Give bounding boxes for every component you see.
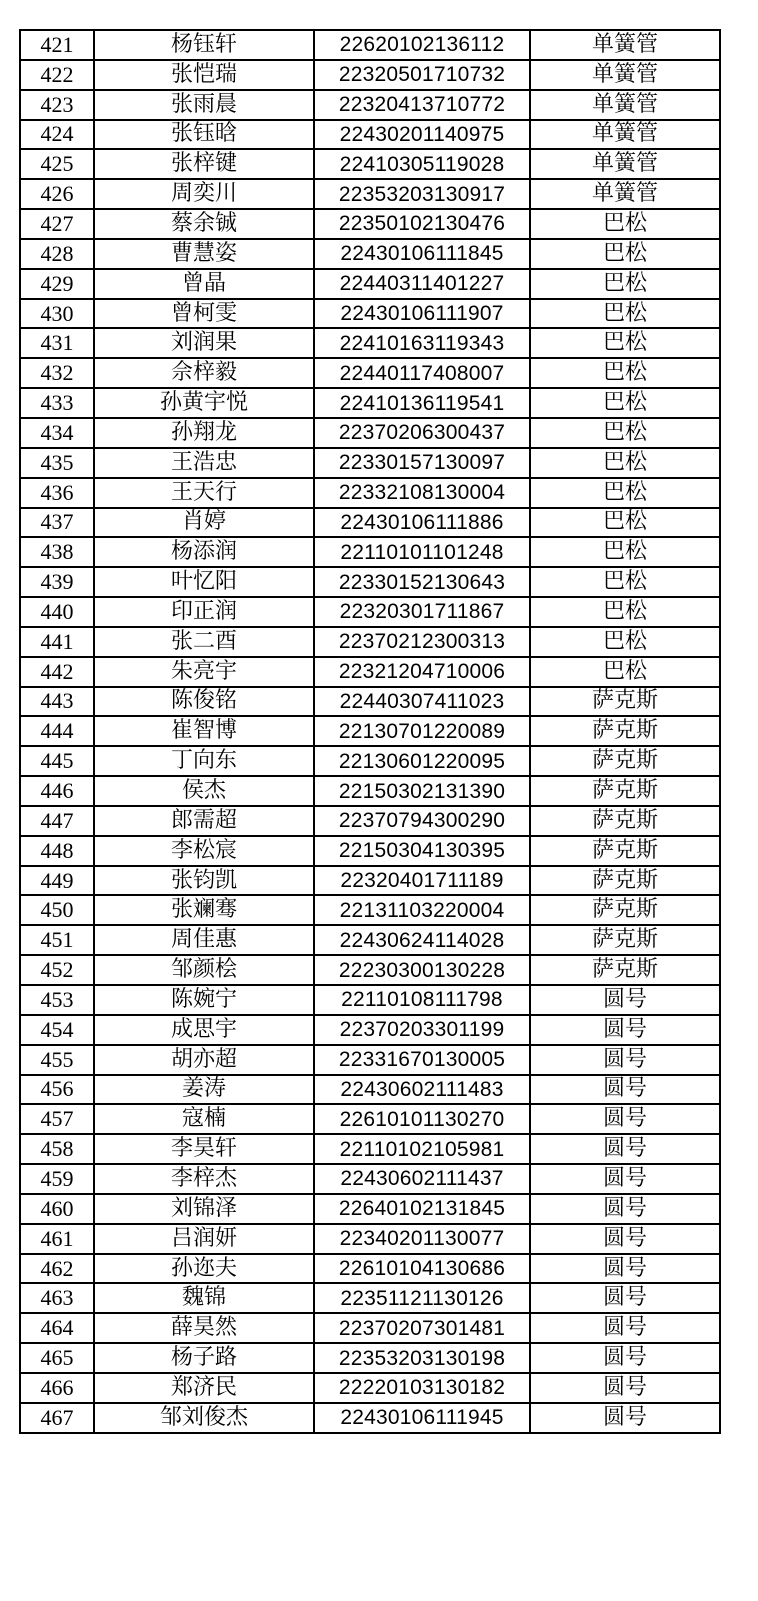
instrument-cell: 巴松: [530, 448, 720, 478]
student-name-cell: 张梓键: [94, 149, 314, 179]
registration-number-cell: 22110101101248: [314, 537, 530, 567]
registration-number-cell: 22370206300437: [314, 418, 530, 448]
registration-number-cell: 22620102136112: [314, 30, 530, 60]
registration-number-cell: 22330157130097: [314, 448, 530, 478]
registration-number-cell: 22610104130686: [314, 1254, 530, 1284]
student-name-cell: 杨钰轩: [94, 30, 314, 60]
instrument-cell: 圆号: [530, 1283, 720, 1313]
row-number-cell: 437: [20, 508, 94, 538]
student-name-cell: 杨添润: [94, 537, 314, 567]
row-number-cell: 444: [20, 716, 94, 746]
instrument-cell: 圆号: [530, 985, 720, 1015]
student-name-cell: 郎需超: [94, 806, 314, 836]
row-number-cell: 452: [20, 955, 94, 985]
table-row: [20, 1224, 720, 1254]
table-row: [20, 90, 720, 120]
table-row: [20, 806, 720, 836]
row-number-cell: 438: [20, 537, 94, 567]
instrument-cell: 圆号: [530, 1224, 720, 1254]
table-row: [20, 1313, 720, 1343]
table-row: [20, 657, 720, 687]
table-row: [20, 1283, 720, 1313]
instrument-cell: 圆号: [530, 1134, 720, 1164]
registration-number-cell: 22331670130005: [314, 1045, 530, 1075]
registration-number-cell: 22430106111845: [314, 239, 530, 269]
registration-number-cell: 22430106111907: [314, 299, 530, 329]
student-name-cell: 王浩忠: [94, 448, 314, 478]
student-name-cell: 肖婷: [94, 508, 314, 538]
table-row: [20, 866, 720, 896]
student-name-cell: 张恺瑞: [94, 60, 314, 90]
instrument-cell: 巴松: [530, 478, 720, 508]
registration-number-cell: 22610101130270: [314, 1104, 530, 1134]
instrument-cell: 巴松: [530, 239, 720, 269]
instrument-cell: 圆号: [530, 1045, 720, 1075]
student-name-cell: 印正润: [94, 597, 314, 627]
student-name-cell: 孙迩夫: [94, 1254, 314, 1284]
instrument-cell: 圆号: [530, 1164, 720, 1194]
row-number-cell: 427: [20, 209, 94, 239]
table-row: [20, 687, 720, 717]
student-name-cell: 刘锦泽: [94, 1194, 314, 1224]
registration-number-cell: 22332108130004: [314, 478, 530, 508]
instrument-cell: 萨克斯: [530, 866, 720, 896]
student-name-cell: 邹颜桧: [94, 955, 314, 985]
instrument-cell: 萨克斯: [530, 955, 720, 985]
table-row: [20, 567, 720, 597]
instrument-cell: 单簧管: [530, 149, 720, 179]
student-name-cell: 李昊轩: [94, 1134, 314, 1164]
row-number-cell: 442: [20, 657, 94, 687]
instrument-cell: 圆号: [530, 1403, 720, 1433]
instrument-cell: 巴松: [530, 299, 720, 329]
student-name-cell: 张斓骞: [94, 895, 314, 925]
row-number-cell: 460: [20, 1194, 94, 1224]
roster-sheet: [19, 29, 721, 1434]
registration-number-cell: 22370794300290: [314, 806, 530, 836]
student-name-cell: 朱亮宇: [94, 657, 314, 687]
row-number-cell: 435: [20, 448, 94, 478]
row-number-cell: 443: [20, 687, 94, 717]
registration-number-cell: 22430106111945: [314, 1403, 530, 1433]
row-number-cell: 422: [20, 60, 94, 90]
row-number-cell: 429: [20, 269, 94, 299]
registration-number-cell: 22351121130126: [314, 1283, 530, 1313]
row-number-cell: 423: [20, 90, 94, 120]
student-name-cell: 佘梓毅: [94, 358, 314, 388]
row-number-cell: 425: [20, 149, 94, 179]
row-number-cell: 433: [20, 388, 94, 418]
instrument-cell: 单簧管: [530, 179, 720, 209]
row-number-cell: 457: [20, 1104, 94, 1134]
registration-number-cell: 22353203130917: [314, 179, 530, 209]
row-number-cell: 467: [20, 1403, 94, 1433]
registration-number-cell: 22340201130077: [314, 1224, 530, 1254]
row-number-cell: 428: [20, 239, 94, 269]
instrument-cell: 圆号: [530, 1343, 720, 1373]
instrument-cell: 单簧管: [530, 30, 720, 60]
registration-number-cell: 22350102130476: [314, 209, 530, 239]
row-number-cell: 465: [20, 1343, 94, 1373]
table-row: [20, 1254, 720, 1284]
row-number-cell: 445: [20, 746, 94, 776]
row-number-cell: 434: [20, 418, 94, 448]
student-name-cell: 孙黄宇悦: [94, 388, 314, 418]
table-row: [20, 1075, 720, 1105]
table-row: [20, 1164, 720, 1194]
roster-table-body: [20, 30, 720, 1433]
table-row: [20, 149, 720, 179]
registration-number-cell: 22230300130228: [314, 955, 530, 985]
student-name-cell: 薛昊然: [94, 1313, 314, 1343]
instrument-cell: 圆号: [530, 1313, 720, 1343]
registration-number-cell: 22220103130182: [314, 1373, 530, 1403]
row-number-cell: 421: [20, 30, 94, 60]
table-row: [20, 955, 720, 985]
instrument-cell: 圆号: [530, 1373, 720, 1403]
table-row: [20, 1194, 720, 1224]
registration-number-cell: 22321204710006: [314, 657, 530, 687]
row-number-cell: 430: [20, 299, 94, 329]
row-number-cell: 424: [20, 120, 94, 150]
row-number-cell: 439: [20, 567, 94, 597]
row-number-cell: 466: [20, 1373, 94, 1403]
row-number-cell: 450: [20, 895, 94, 925]
registration-number-cell: 22440307411023: [314, 687, 530, 717]
student-name-cell: 胡亦超: [94, 1045, 314, 1075]
student-name-cell: 张钰晗: [94, 120, 314, 150]
table-row: [20, 508, 720, 538]
table-row: [20, 895, 720, 925]
instrument-cell: 萨克斯: [530, 836, 720, 866]
table-row: [20, 1373, 720, 1403]
instrument-cell: 巴松: [530, 388, 720, 418]
student-name-cell: 李梓杰: [94, 1164, 314, 1194]
student-name-cell: 孙翔龙: [94, 418, 314, 448]
instrument-cell: 萨克斯: [530, 895, 720, 925]
registration-number-cell: 22640102131845: [314, 1194, 530, 1224]
instrument-cell: 圆号: [530, 1075, 720, 1105]
registration-number-cell: 22320301711867: [314, 597, 530, 627]
instrument-cell: 圆号: [530, 1015, 720, 1045]
table-row: [20, 776, 720, 806]
registration-number-cell: 22110108111798: [314, 985, 530, 1015]
student-name-cell: 刘润果: [94, 328, 314, 358]
row-number-cell: 431: [20, 328, 94, 358]
registration-number-cell: 22320413710772: [314, 90, 530, 120]
row-number-cell: 456: [20, 1075, 94, 1105]
row-number-cell: 447: [20, 806, 94, 836]
row-number-cell: 446: [20, 776, 94, 806]
roster-table: [19, 29, 721, 1434]
registration-number-cell: 22130601220095: [314, 746, 530, 776]
registration-number-cell: 22370203301199: [314, 1015, 530, 1045]
student-name-cell: 张雨晨: [94, 90, 314, 120]
instrument-cell: 圆号: [530, 1194, 720, 1224]
student-name-cell: 周佳惠: [94, 925, 314, 955]
table-row: [20, 179, 720, 209]
instrument-cell: 巴松: [530, 657, 720, 687]
registration-number-cell: 22430602111483: [314, 1075, 530, 1105]
instrument-cell: 巴松: [530, 358, 720, 388]
table-row: [20, 1104, 720, 1134]
table-row: [20, 418, 720, 448]
instrument-cell: 巴松: [530, 627, 720, 657]
instrument-cell: 单簧管: [530, 90, 720, 120]
row-number-cell: 453: [20, 985, 94, 1015]
row-number-cell: 440: [20, 597, 94, 627]
table-row: [20, 836, 720, 866]
table-row: [20, 1045, 720, 1075]
row-number-cell: 464: [20, 1313, 94, 1343]
registration-number-cell: 22330152130643: [314, 567, 530, 597]
table-row: [20, 448, 720, 478]
student-name-cell: 王天行: [94, 478, 314, 508]
table-row: [20, 60, 720, 90]
instrument-cell: 萨克斯: [530, 687, 720, 717]
table-row: [20, 120, 720, 150]
registration-number-cell: 22410163119343: [314, 328, 530, 358]
row-number-cell: 454: [20, 1015, 94, 1045]
instrument-cell: 单簧管: [530, 120, 720, 150]
row-number-cell: 448: [20, 836, 94, 866]
registration-number-cell: 22150304130395: [314, 836, 530, 866]
instrument-cell: 单簧管: [530, 60, 720, 90]
instrument-cell: 巴松: [530, 567, 720, 597]
table-row: [20, 627, 720, 657]
student-name-cell: 魏锦: [94, 1283, 314, 1313]
registration-number-cell: 22430624114028: [314, 925, 530, 955]
row-number-cell: 458: [20, 1134, 94, 1164]
student-name-cell: 郑济民: [94, 1373, 314, 1403]
row-number-cell: 461: [20, 1224, 94, 1254]
registration-number-cell: 22131103220004: [314, 895, 530, 925]
table-row: [20, 985, 720, 1015]
registration-number-cell: 22430106111886: [314, 508, 530, 538]
instrument-cell: 巴松: [530, 508, 720, 538]
row-number-cell: 432: [20, 358, 94, 388]
instrument-cell: 巴松: [530, 537, 720, 567]
student-name-cell: 陈俊铭: [94, 687, 314, 717]
instrument-cell: 巴松: [530, 418, 720, 448]
student-name-cell: 蔡余铖: [94, 209, 314, 239]
table-row: [20, 1015, 720, 1045]
row-number-cell: 462: [20, 1254, 94, 1284]
table-row: [20, 746, 720, 776]
registration-number-cell: 22110102105981: [314, 1134, 530, 1164]
table-row: [20, 299, 720, 329]
table-row: [20, 269, 720, 299]
student-name-cell: 丁向东: [94, 746, 314, 776]
table-row: [20, 328, 720, 358]
student-name-cell: 张二酉: [94, 627, 314, 657]
registration-number-cell: 22370212300313: [314, 627, 530, 657]
registration-number-cell: 22430201140975: [314, 120, 530, 150]
instrument-cell: 巴松: [530, 597, 720, 627]
row-number-cell: 455: [20, 1045, 94, 1075]
instrument-cell: 巴松: [530, 269, 720, 299]
student-name-cell: 曹慧姿: [94, 239, 314, 269]
registration-number-cell: 22353203130198: [314, 1343, 530, 1373]
registration-number-cell: 22150302131390: [314, 776, 530, 806]
instrument-cell: 巴松: [530, 328, 720, 358]
row-number-cell: 449: [20, 866, 94, 896]
registration-number-cell: 22440311401227: [314, 269, 530, 299]
table-row: [20, 388, 720, 418]
student-name-cell: 寇楠: [94, 1104, 314, 1134]
student-name-cell: 邹刘俊杰: [94, 1403, 314, 1433]
instrument-cell: 萨克斯: [530, 746, 720, 776]
table-row: [20, 239, 720, 269]
row-number-cell: 459: [20, 1164, 94, 1194]
student-name-cell: 曾柯雯: [94, 299, 314, 329]
row-number-cell: 441: [20, 627, 94, 657]
registration-number-cell: 22130701220089: [314, 716, 530, 746]
registration-number-cell: 22410136119541: [314, 388, 530, 418]
student-name-cell: 吕润妍: [94, 1224, 314, 1254]
table-row: [20, 537, 720, 567]
instrument-cell: 萨克斯: [530, 716, 720, 746]
table-row: [20, 1343, 720, 1373]
table-row: [20, 925, 720, 955]
student-name-cell: 崔智博: [94, 716, 314, 746]
registration-number-cell: 22370207301481: [314, 1313, 530, 1343]
student-name-cell: 侯杰: [94, 776, 314, 806]
instrument-cell: 萨克斯: [530, 776, 720, 806]
student-name-cell: 成思宇: [94, 1015, 314, 1045]
student-name-cell: 张钧凯: [94, 866, 314, 896]
student-name-cell: 李松宸: [94, 836, 314, 866]
registration-number-cell: 22320401711189: [314, 866, 530, 896]
table-row: [20, 716, 720, 746]
table-row: [20, 30, 720, 60]
student-name-cell: 陈婉宁: [94, 985, 314, 1015]
student-name-cell: 曾晶: [94, 269, 314, 299]
row-number-cell: 451: [20, 925, 94, 955]
row-number-cell: 463: [20, 1283, 94, 1313]
student-name-cell: 杨子路: [94, 1343, 314, 1373]
registration-number-cell: 22410305119028: [314, 149, 530, 179]
student-name-cell: 周奕川: [94, 179, 314, 209]
table-row: [20, 358, 720, 388]
row-number-cell: 426: [20, 179, 94, 209]
instrument-cell: 圆号: [530, 1104, 720, 1134]
table-row: [20, 1403, 720, 1433]
table-row: [20, 1134, 720, 1164]
table-row: [20, 209, 720, 239]
table-row: [20, 597, 720, 627]
registration-number-cell: 22320501710732: [314, 60, 530, 90]
instrument-cell: 巴松: [530, 209, 720, 239]
row-number-cell: 436: [20, 478, 94, 508]
instrument-cell: 圆号: [530, 1254, 720, 1284]
instrument-cell: 萨克斯: [530, 806, 720, 836]
student-name-cell: 姜涛: [94, 1075, 314, 1105]
student-name-cell: 叶忆阳: [94, 567, 314, 597]
registration-number-cell: 22440117408007: [314, 358, 530, 388]
registration-number-cell: 22430602111437: [314, 1164, 530, 1194]
table-row: [20, 478, 720, 508]
instrument-cell: 萨克斯: [530, 925, 720, 955]
